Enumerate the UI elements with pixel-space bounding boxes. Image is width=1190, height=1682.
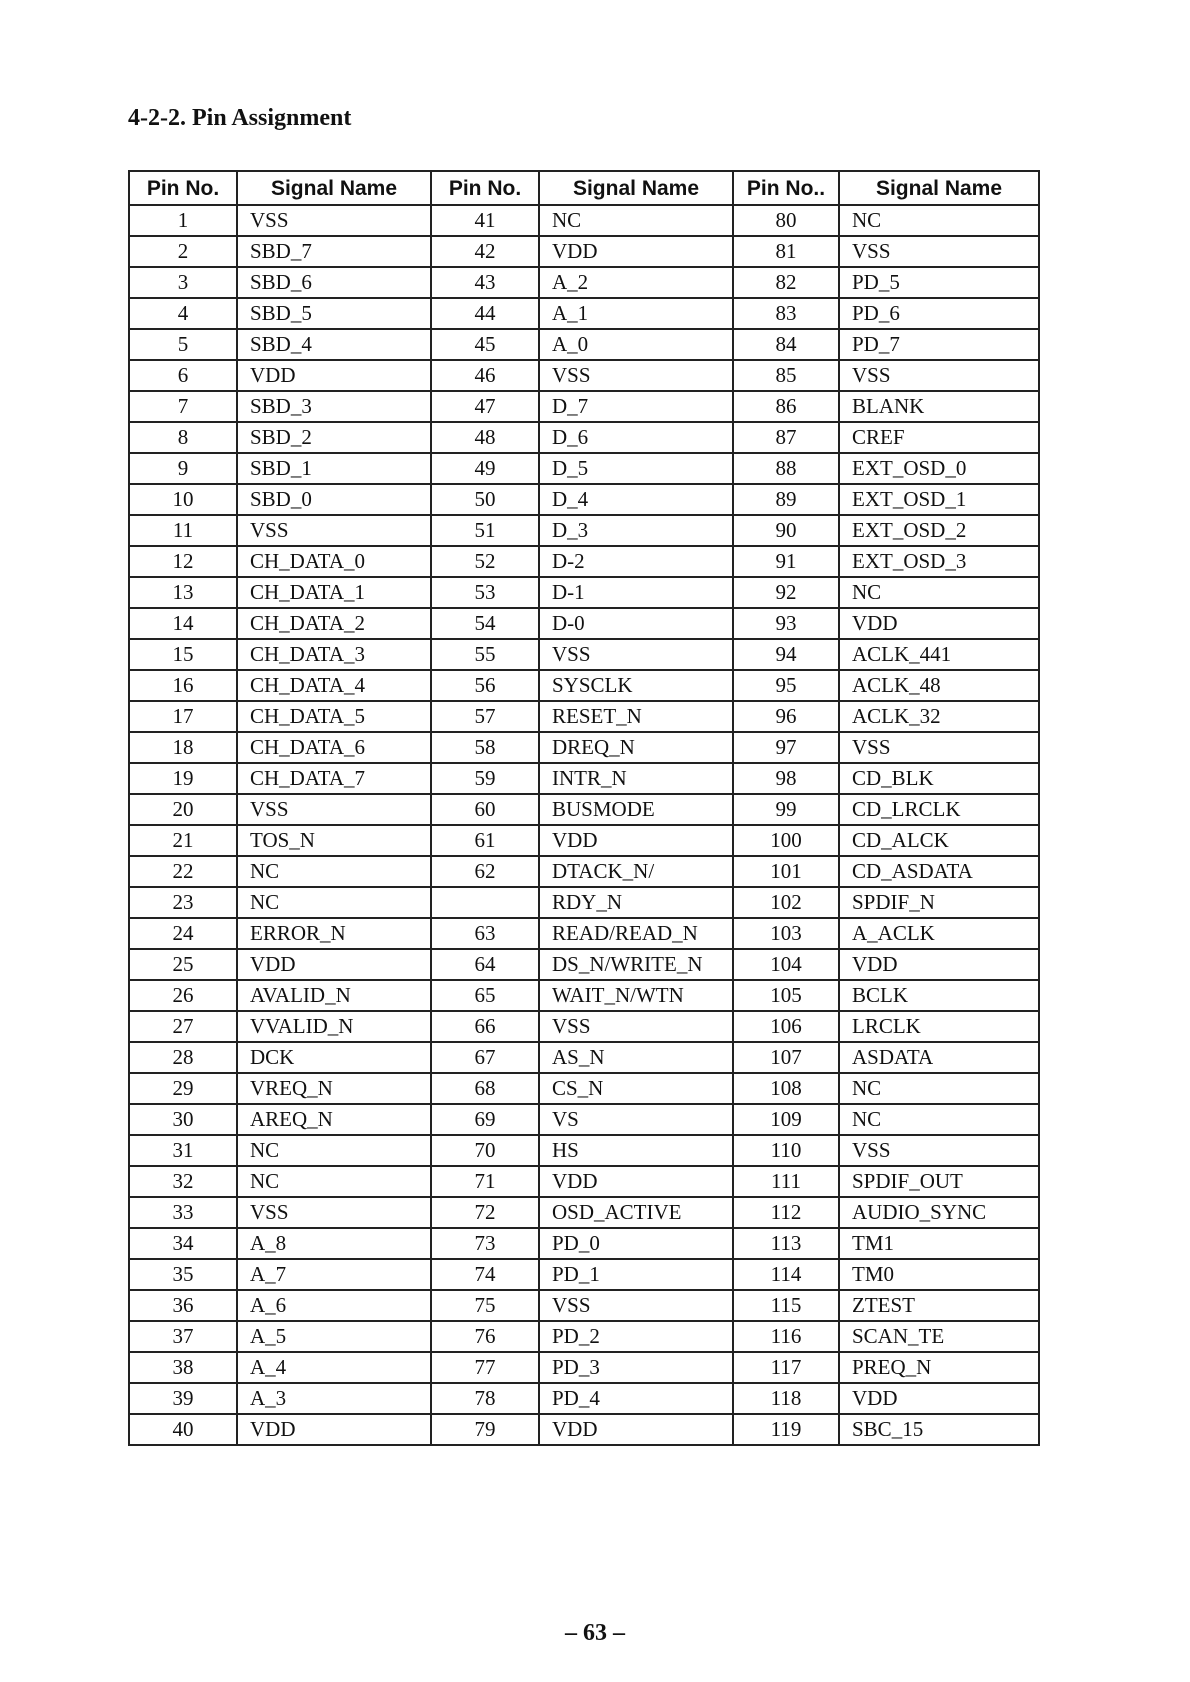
signal-name-cell: D-0 [539, 608, 733, 639]
table-row [129, 484, 1039, 515]
pin-number-cell: 97 [733, 732, 839, 763]
signal-name-cell: AUDIO_SYNC [839, 1197, 1039, 1228]
table-row [129, 639, 1039, 670]
pin-number-cell: 74 [431, 1259, 539, 1290]
pin-number-cell: 32 [129, 1166, 237, 1197]
table-row [129, 949, 1039, 980]
signal-name-cell: INTR_N [539, 763, 733, 794]
signal-name-cell: VSS [539, 1290, 733, 1321]
signal-name-cell: TM0 [839, 1259, 1039, 1290]
signal-name-cell: SYSCLK [539, 670, 733, 701]
pin-number-cell: 34 [129, 1228, 237, 1259]
pin-number-cell: 109 [733, 1104, 839, 1135]
signal-name-cell: WAIT_N/WTN [539, 980, 733, 1011]
pin-number-cell: 67 [431, 1042, 539, 1073]
signal-name-cell: BUSMODE [539, 794, 733, 825]
table-row [129, 794, 1039, 825]
pin-number-cell: 50 [431, 484, 539, 515]
signal-name-cell: NC [839, 205, 1039, 236]
pin-number-cell: 118 [733, 1383, 839, 1414]
pin-number-cell: 2 [129, 236, 237, 267]
pin-number-cell: 42 [431, 236, 539, 267]
pin-number-cell: 22 [129, 856, 237, 887]
pin-number-cell: 94 [733, 639, 839, 670]
signal-name-cell: NC [839, 577, 1039, 608]
page-number: – 63 – [565, 1620, 625, 1646]
signal-name-cell: CREF [839, 422, 1039, 453]
signal-name-cell: VDD [539, 236, 733, 267]
signal-name-cell: A_8 [237, 1228, 431, 1259]
header-signal-name: Signal Name [839, 171, 1039, 205]
table-row [129, 1414, 1039, 1445]
table-row [129, 1135, 1039, 1166]
signal-name-cell: PD_0 [539, 1228, 733, 1259]
pin-number-cell: 104 [733, 949, 839, 980]
signal-name-cell: D_3 [539, 515, 733, 546]
pin-number-cell: 62 [431, 856, 539, 887]
pin-number-cell: 68 [431, 1073, 539, 1104]
pin-number-cell: 77 [431, 1352, 539, 1383]
table-row [129, 236, 1039, 267]
signal-name-cell: VS [539, 1104, 733, 1135]
pin-number-cell: 23 [129, 887, 237, 918]
signal-name-cell: D-1 [539, 577, 733, 608]
signal-name-cell: ERROR_N [237, 918, 431, 949]
table-body [129, 205, 1039, 1445]
pin-number-cell: 112 [733, 1197, 839, 1228]
signal-name-cell: PD_1 [539, 1259, 733, 1290]
signal-name-cell: CH_DATA_1 [237, 577, 431, 608]
pin-number-cell: 30 [129, 1104, 237, 1135]
table-row [129, 1011, 1039, 1042]
signal-name-cell: VSS [839, 732, 1039, 763]
signal-name-cell: VDD [839, 608, 1039, 639]
table-row [129, 1166, 1039, 1197]
signal-name-cell: CS_N [539, 1073, 733, 1104]
pin-number-cell: 52 [431, 546, 539, 577]
signal-name-cell: SBD_3 [237, 391, 431, 422]
signal-name-cell: A_5 [237, 1321, 431, 1352]
signal-name-cell: CH_DATA_5 [237, 701, 431, 732]
pin-number-cell: 56 [431, 670, 539, 701]
pin-number-cell: 91 [733, 546, 839, 577]
signal-name-cell: CH_DATA_3 [237, 639, 431, 670]
signal-name-cell: SPDIF_OUT [839, 1166, 1039, 1197]
signal-name-cell: VSS [539, 1011, 733, 1042]
pin-number-cell: 76 [431, 1321, 539, 1352]
signal-name-cell: AS_N [539, 1042, 733, 1073]
signal-name-cell: RDY_N [539, 887, 733, 918]
signal-name-cell: EXT_OSD_0 [839, 453, 1039, 484]
pin-number-cell: 82 [733, 267, 839, 298]
header-pin-no: Pin No. [431, 171, 539, 205]
pin-number-cell: 119 [733, 1414, 839, 1445]
pin-number-cell: 106 [733, 1011, 839, 1042]
pin-number-cell: 115 [733, 1290, 839, 1321]
pin-number-cell: 38 [129, 1352, 237, 1383]
pin-number-cell: 99 [733, 794, 839, 825]
table-row [129, 887, 1039, 918]
signal-name-cell: D_6 [539, 422, 733, 453]
signal-name-cell: A_6 [237, 1290, 431, 1321]
signal-name-cell: D_4 [539, 484, 733, 515]
signal-name-cell: OSD_ACTIVE [539, 1197, 733, 1228]
signal-name-cell: A_3 [237, 1383, 431, 1414]
pin-number-cell: 28 [129, 1042, 237, 1073]
signal-name-cell: VDD [839, 949, 1039, 980]
table-row [129, 360, 1039, 391]
table-row [129, 1104, 1039, 1135]
pin-number-cell: 66 [431, 1011, 539, 1042]
pin-number-cell: 79 [431, 1414, 539, 1445]
signal-name-cell: NC [539, 205, 733, 236]
pin-number-cell: 51 [431, 515, 539, 546]
signal-name-cell: A_4 [237, 1352, 431, 1383]
signal-name-cell: SBD_7 [237, 236, 431, 267]
table-row [129, 515, 1039, 546]
pin-number-cell: 47 [431, 391, 539, 422]
signal-name-cell: AVALID_N [237, 980, 431, 1011]
signal-name-cell: ZTEST [839, 1290, 1039, 1321]
signal-name-cell: EXT_OSD_2 [839, 515, 1039, 546]
pin-number-cell: 98 [733, 763, 839, 794]
table-row [129, 546, 1039, 577]
signal-name-cell: SPDIF_N [839, 887, 1039, 918]
section-title: 4-2-2. Pin Assignment [128, 105, 352, 131]
pin-number-cell: 101 [733, 856, 839, 887]
pin-number-cell: 5 [129, 329, 237, 360]
pin-number-cell: 72 [431, 1197, 539, 1228]
signal-name-cell: ACLK_48 [839, 670, 1039, 701]
signal-name-cell: SBD_4 [237, 329, 431, 360]
table-row [129, 422, 1039, 453]
signal-name-cell: NC [237, 1135, 431, 1166]
signal-name-cell: A_7 [237, 1259, 431, 1290]
pin-number-cell: 29 [129, 1073, 237, 1104]
signal-name-cell: NC [237, 1166, 431, 1197]
pin-number-cell: 117 [733, 1352, 839, 1383]
signal-name-cell: A_1 [539, 298, 733, 329]
signal-name-cell: LRCLK [839, 1011, 1039, 1042]
pin-number-cell: 10 [129, 484, 237, 515]
pin-number-cell: 17 [129, 701, 237, 732]
pin-number-cell: 48 [431, 422, 539, 453]
pin-assignment-table [128, 170, 1040, 1446]
signal-name-cell: CD_ASDATA [839, 856, 1039, 887]
pin-number-cell: 16 [129, 670, 237, 701]
pin-number-cell: 63 [431, 918, 539, 949]
signal-name-cell: PREQ_N [839, 1352, 1039, 1383]
pin-number-cell: 31 [129, 1135, 237, 1166]
signal-name-cell: VSS [839, 1135, 1039, 1166]
signal-name-cell: DS_N/WRITE_N [539, 949, 733, 980]
table-row [129, 918, 1039, 949]
signal-name-cell: CH_DATA_4 [237, 670, 431, 701]
pin-number-cell: 21 [129, 825, 237, 856]
table-row [129, 1042, 1039, 1073]
table-row [129, 1383, 1039, 1414]
signal-name-cell: VDD [539, 1166, 733, 1197]
pin-number-cell: 45 [431, 329, 539, 360]
pin-number-cell: 1 [129, 205, 237, 236]
table-row [129, 1321, 1039, 1352]
signal-name-cell: RESET_N [539, 701, 733, 732]
header-signal-name: Signal Name [539, 171, 733, 205]
table-row [129, 1259, 1039, 1290]
pin-number-cell: 90 [733, 515, 839, 546]
pin-number-cell: 95 [733, 670, 839, 701]
table-row [129, 391, 1039, 422]
signal-name-cell: VDD [237, 1414, 431, 1445]
signal-name-cell: TOS_N [237, 825, 431, 856]
table-row [129, 1228, 1039, 1259]
signal-name-cell: NC [237, 887, 431, 918]
table-row [129, 205, 1039, 236]
pin-number-cell: 53 [431, 577, 539, 608]
pin-number-cell: 25 [129, 949, 237, 980]
signal-name-cell: PD_4 [539, 1383, 733, 1414]
pin-number-cell: 73 [431, 1228, 539, 1259]
signal-name-cell: PD_5 [839, 267, 1039, 298]
signal-name-cell: TM1 [839, 1228, 1039, 1259]
pin-number-cell: 81 [733, 236, 839, 267]
signal-name-cell: EXT_OSD_1 [839, 484, 1039, 515]
signal-name-cell: VSS [237, 794, 431, 825]
pin-number-cell: 37 [129, 1321, 237, 1352]
signal-name-cell: BLANK [839, 391, 1039, 422]
signal-name-cell: SCAN_TE [839, 1321, 1039, 1352]
signal-name-cell: VSS [539, 639, 733, 670]
pin-number-cell: 19 [129, 763, 237, 794]
pin-number-cell: 20 [129, 794, 237, 825]
signal-name-cell: SBD_6 [237, 267, 431, 298]
table-row [129, 298, 1039, 329]
pin-number-cell: 65 [431, 980, 539, 1011]
table-row [129, 1197, 1039, 1228]
signal-name-cell: AREQ_N [237, 1104, 431, 1135]
pin-number-cell: 71 [431, 1166, 539, 1197]
pin-number-cell: 54 [431, 608, 539, 639]
pin-number-cell: 78 [431, 1383, 539, 1414]
signal-name-cell: CH_DATA_7 [237, 763, 431, 794]
pin-number-cell: 75 [431, 1290, 539, 1321]
pin-number-cell: 103 [733, 918, 839, 949]
signal-name-cell: VSS [539, 360, 733, 391]
signal-name-cell: NC [839, 1104, 1039, 1135]
signal-name-cell: CD_LRCLK [839, 794, 1039, 825]
pin-number-cell: 11 [129, 515, 237, 546]
pin-number-cell: 59 [431, 763, 539, 794]
table-row [129, 825, 1039, 856]
pin-number-cell: 83 [733, 298, 839, 329]
table-row [129, 329, 1039, 360]
table-row [129, 701, 1039, 732]
pin-number-cell: 84 [733, 329, 839, 360]
signal-name-cell: VSS [839, 236, 1039, 267]
table-header-row [129, 171, 1039, 205]
signal-name-cell: VDD [539, 1414, 733, 1445]
table-row [129, 608, 1039, 639]
signal-name-cell: A_0 [539, 329, 733, 360]
signal-name-cell: A_2 [539, 267, 733, 298]
pin-number-cell: 44 [431, 298, 539, 329]
table-row [129, 670, 1039, 701]
signal-name-cell: SBC_15 [839, 1414, 1039, 1445]
pin-number-cell: 36 [129, 1290, 237, 1321]
pin-number-cell: 41 [431, 205, 539, 236]
pin-number-cell: 105 [733, 980, 839, 1011]
pin-number-cell: 111 [733, 1166, 839, 1197]
pin-number-cell: 92 [733, 577, 839, 608]
pin-number-cell: 100 [733, 825, 839, 856]
pin-number-cell: 14 [129, 608, 237, 639]
signal-name-cell: VVALID_N [237, 1011, 431, 1042]
signal-name-cell: VDD [237, 949, 431, 980]
signal-name-cell: D-2 [539, 546, 733, 577]
signal-name-cell: PD_6 [839, 298, 1039, 329]
table-row [129, 732, 1039, 763]
signal-name-cell: PD_3 [539, 1352, 733, 1383]
signal-name-cell: EXT_OSD_3 [839, 546, 1039, 577]
pin-number-cell: 107 [733, 1042, 839, 1073]
pin-number-cell: 108 [733, 1073, 839, 1104]
pin-number-cell: 86 [733, 391, 839, 422]
pin-number-cell: 13 [129, 577, 237, 608]
signal-name-cell: BCLK [839, 980, 1039, 1011]
signal-name-cell: ACLK_32 [839, 701, 1039, 732]
signal-name-cell: NC [237, 856, 431, 887]
pin-number-cell: 39 [129, 1383, 237, 1414]
pin-number-cell: 69 [431, 1104, 539, 1135]
table-row [129, 1352, 1039, 1383]
table-row [129, 763, 1039, 794]
pin-number-cell: 89 [733, 484, 839, 515]
pin-number-cell: 18 [129, 732, 237, 763]
pin-number-cell: 113 [733, 1228, 839, 1259]
pin-number-cell: 49 [431, 453, 539, 484]
signal-name-cell: NC [839, 1073, 1039, 1104]
signal-name-cell: SBD_0 [237, 484, 431, 515]
header-pin-no: Pin No.. [733, 171, 839, 205]
pin-number-cell: 33 [129, 1197, 237, 1228]
pin-number-cell: 35 [129, 1259, 237, 1290]
signal-name-cell: SBD_5 [237, 298, 431, 329]
pin-number-cell: 57 [431, 701, 539, 732]
signal-name-cell: HS [539, 1135, 733, 1166]
signal-name-cell: VSS [839, 360, 1039, 391]
pin-number-cell: 60 [431, 794, 539, 825]
signal-name-cell: DREQ_N [539, 732, 733, 763]
pin-number-cell: 7 [129, 391, 237, 422]
pin-number-cell: 93 [733, 608, 839, 639]
signal-name-cell: SBD_1 [237, 453, 431, 484]
table-row [129, 453, 1039, 484]
signal-name-cell: READ/READ_N [539, 918, 733, 949]
table-row [129, 856, 1039, 887]
pin-number-cell: 15 [129, 639, 237, 670]
signal-name-cell: ACLK_441 [839, 639, 1039, 670]
signal-name-cell: CH_DATA_2 [237, 608, 431, 639]
pin-number-cell: 3 [129, 267, 237, 298]
pin-number-cell: 46 [431, 360, 539, 391]
pin-number-cell: 26 [129, 980, 237, 1011]
pin-number-cell: 58 [431, 732, 539, 763]
signal-name-cell: VSS [237, 205, 431, 236]
pin-number-cell: 64 [431, 949, 539, 980]
pin-number-cell: 40 [129, 1414, 237, 1445]
pin-number-cell: 9 [129, 453, 237, 484]
signal-name-cell: CD_BLK [839, 763, 1039, 794]
pin-number-cell: 110 [733, 1135, 839, 1166]
pin-number-cell: 88 [733, 453, 839, 484]
pin-number-cell: 27 [129, 1011, 237, 1042]
signal-name-cell: ASDATA [839, 1042, 1039, 1073]
signal-name-cell: A_ACLK [839, 918, 1039, 949]
pin-number-cell: 102 [733, 887, 839, 918]
pin-number-cell: 85 [733, 360, 839, 391]
pin-number-cell: 24 [129, 918, 237, 949]
signal-name-cell: CH_DATA_0 [237, 546, 431, 577]
pin-number-cell: 8 [129, 422, 237, 453]
signal-name-cell: VDD [539, 825, 733, 856]
table-row [129, 577, 1039, 608]
pin-number-cell: 96 [733, 701, 839, 732]
signal-name-cell: VSS [237, 1197, 431, 1228]
header-signal-name: Signal Name [237, 171, 431, 205]
signal-name-cell: PD_7 [839, 329, 1039, 360]
signal-name-cell: PD_2 [539, 1321, 733, 1352]
pin-number-cell: 80 [733, 205, 839, 236]
table-row [129, 1073, 1039, 1104]
signal-name-cell: VSS [237, 515, 431, 546]
table-row [129, 267, 1039, 298]
signal-name-cell: DTACK_N/ [539, 856, 733, 887]
signal-name-cell: CD_ALCK [839, 825, 1039, 856]
pin-number-cell: 87 [733, 422, 839, 453]
pin-number-cell: 12 [129, 546, 237, 577]
signal-name-cell: CH_DATA_6 [237, 732, 431, 763]
signal-name-cell: VREQ_N [237, 1073, 431, 1104]
pin-number-cell: 116 [733, 1321, 839, 1352]
table-row [129, 1290, 1039, 1321]
pin-number-cell: 43 [431, 267, 539, 298]
pin-number-cell: 114 [733, 1259, 839, 1290]
pin-number-cell: 55 [431, 639, 539, 670]
pin-number-cell [431, 887, 539, 918]
header-pin-no: Pin No. [129, 171, 237, 205]
signal-name-cell: D_7 [539, 391, 733, 422]
table-row [129, 980, 1039, 1011]
signal-name-cell: VDD [839, 1383, 1039, 1414]
pin-number-cell: 6 [129, 360, 237, 391]
signal-name-cell: DCK [237, 1042, 431, 1073]
signal-name-cell: VDD [237, 360, 431, 391]
pin-number-cell: 61 [431, 825, 539, 856]
signal-name-cell: SBD_2 [237, 422, 431, 453]
signal-name-cell: D_5 [539, 453, 733, 484]
pin-number-cell: 70 [431, 1135, 539, 1166]
pin-number-cell: 4 [129, 298, 237, 329]
